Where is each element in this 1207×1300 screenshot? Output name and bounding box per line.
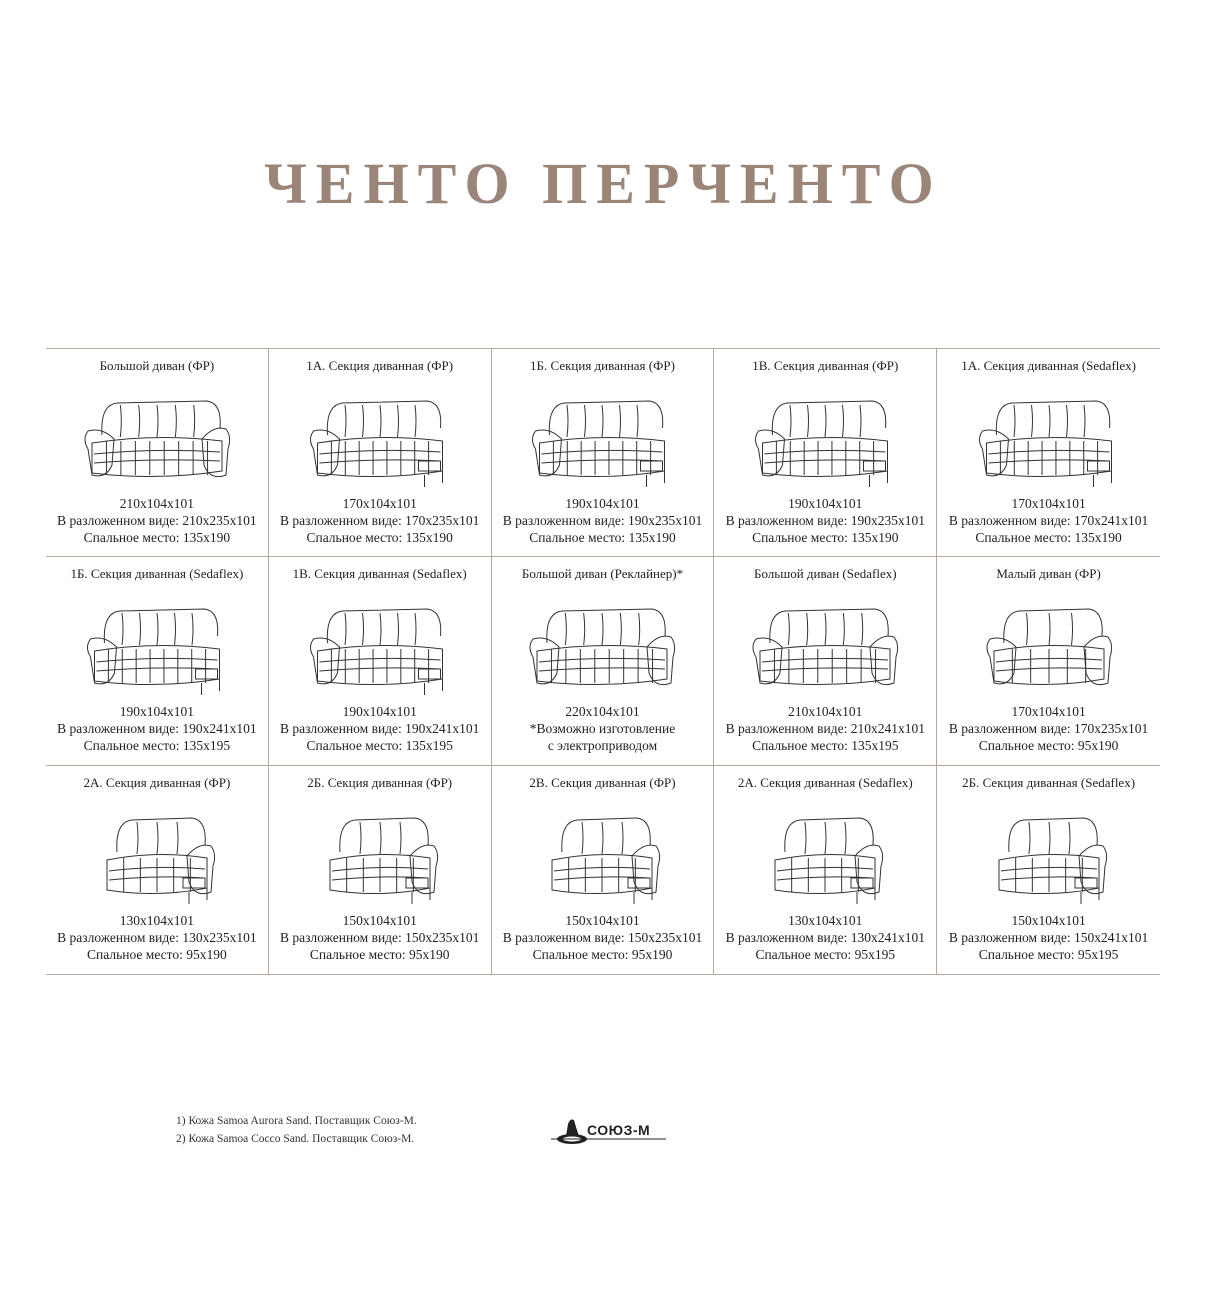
product-dimensions bbox=[46, 495, 268, 546]
dimension-size: 190x104x101 bbox=[565, 496, 640, 511]
product-card bbox=[937, 557, 1160, 765]
sofa-small-section-icon bbox=[745, 800, 905, 920]
product-title: 2В. Секция диванная (ФР) bbox=[529, 774, 676, 790]
product-card bbox=[937, 766, 1160, 974]
page-title: ЧЕНТО ПЕРЧЕНТО bbox=[264, 151, 943, 216]
dimension-unfolded: В разложенном виде: 210x241x101 bbox=[725, 721, 926, 737]
product-card bbox=[937, 349, 1160, 557]
product-card bbox=[269, 557, 492, 765]
sofa-small-section-icon bbox=[300, 800, 460, 920]
product-title: Большой диван (Sedaflex) bbox=[753, 566, 897, 582]
product-dimensions bbox=[269, 912, 491, 963]
product-dimensions bbox=[269, 495, 491, 546]
dimension-size: 150x104x101 bbox=[565, 912, 640, 928]
dimension-sleeping: Спальное место: 95x190 bbox=[532, 946, 673, 962]
product-title: Большой диван (ФР) bbox=[99, 358, 215, 373]
product-title: 2А. Секция диванная (Sedaflex) bbox=[737, 774, 913, 790]
dimension-size: 190x104x101 bbox=[119, 704, 195, 720]
product-title: 1В. Секция диванная (ФР) bbox=[752, 358, 899, 373]
product-dimensions bbox=[937, 912, 1160, 963]
sofa-3-seat-icon bbox=[745, 591, 905, 711]
product-title: Малый диван (ФР) bbox=[996, 566, 1101, 582]
dimension-sleeping: Спальное место: 135x190 bbox=[752, 530, 899, 545]
dimension-size: 170x104x101 bbox=[1011, 704, 1086, 720]
dimension-unfolded: В разложенном виде: 210x235x101 bbox=[57, 513, 257, 528]
product-dimensions bbox=[269, 703, 491, 754]
product-card bbox=[714, 766, 937, 974]
dimension-unfolded: В разложенном виде: 130x241x101 bbox=[725, 929, 926, 945]
dimension-sleeping: с электроприводом bbox=[547, 738, 658, 754]
dimension-sleeping: Спальное место: 135x195 bbox=[752, 738, 899, 754]
sofa-section-icon bbox=[77, 591, 237, 711]
product-title: 1Б. Секция диванная (ФР) bbox=[530, 358, 675, 373]
product-card bbox=[269, 766, 492, 974]
dimension-unfolded: В разложенном виде: 190x235x101 bbox=[725, 513, 926, 528]
dimension-sleeping: Спальное место: 95x190 bbox=[309, 946, 450, 962]
product-card bbox=[492, 557, 715, 765]
dimension-sleeping: Спальное место: 135x195 bbox=[83, 738, 231, 754]
dimension-size: 190x104x101 bbox=[788, 496, 863, 511]
product-title: 1Б. Секция диванная (Sedaflex) bbox=[70, 566, 244, 582]
dimension-sleeping: Спальное место: 95x195 bbox=[755, 946, 896, 962]
product-grid bbox=[46, 348, 1160, 975]
product-title: 2Б. Секция диванная (ФР) bbox=[307, 774, 453, 790]
product-dimensions bbox=[714, 703, 936, 754]
product-card bbox=[714, 349, 937, 557]
sofa-section-icon bbox=[300, 591, 460, 711]
dimension-sleeping: Спальное место: 95x195 bbox=[978, 946, 1119, 962]
product-title: 1А. Секция диванная (ФР) bbox=[306, 358, 454, 373]
sofa-3-seat-icon bbox=[77, 383, 237, 503]
dimension-size: 150x104x101 bbox=[1011, 912, 1086, 928]
product-dimensions bbox=[937, 495, 1160, 546]
dimension-sleeping: Спальное место: 135x190 bbox=[975, 530, 1122, 545]
sofa-small-section-icon bbox=[77, 800, 237, 920]
product-card bbox=[714, 557, 937, 765]
product-dimensions bbox=[46, 912, 268, 963]
sofa-section-icon bbox=[969, 383, 1129, 503]
product-card bbox=[492, 766, 715, 974]
dimension-unfolded: В разложенном виде: 190x241x101 bbox=[57, 721, 257, 737]
sofa-small-section-icon bbox=[969, 800, 1129, 920]
dimension-size: 210x104x101 bbox=[788, 704, 863, 720]
dimension-unfolded: В разложенном виде: 170x235x101 bbox=[279, 513, 480, 528]
product-card bbox=[269, 349, 492, 557]
product-title: 1В. Секция диванная (Sedaflex) bbox=[292, 566, 467, 582]
product-dimensions bbox=[492, 912, 714, 963]
product-card bbox=[46, 766, 269, 974]
sofa-section-icon bbox=[522, 383, 682, 503]
dimension-size: 130x104x101 bbox=[788, 912, 863, 928]
dimension-size: 210x104x101 bbox=[119, 496, 195, 511]
footnote-1: 1) Кожа Samoa Aurora Sand. Поставщик Союз-М. bbox=[176, 1115, 417, 1127]
dimension-sleeping: Спальное место: 95x190 bbox=[87, 946, 227, 962]
sofa-section-icon bbox=[300, 383, 460, 503]
product-card bbox=[46, 557, 269, 765]
dimension-unfolded: В разложенном виде: 150x241x101 bbox=[948, 929, 1149, 945]
dimension-unfolded: В разложенном виде: 130x235x101 bbox=[57, 929, 257, 945]
product-title: 2А. Секция диванная (ФР) bbox=[83, 774, 231, 790]
sofa-2-seat-icon bbox=[969, 591, 1129, 711]
dimension-sleeping: Спальное место: 95x190 bbox=[978, 738, 1119, 754]
dimension-size: 220x104x101 bbox=[565, 704, 640, 720]
product-dimensions bbox=[492, 703, 714, 754]
product-title: 1А. Секция диванная (Sedaflex) bbox=[961, 358, 1136, 373]
dimension-sleeping: Спальное место: 135x190 bbox=[529, 530, 676, 545]
dimension-sleeping: Спальное место: 135x195 bbox=[306, 738, 453, 754]
footnotes bbox=[176, 1112, 417, 1148]
product-dimensions bbox=[714, 495, 936, 546]
dimension-sleeping: Спальное место: 135x190 bbox=[306, 530, 453, 545]
dimension-unfolded: В разложенном виде: 190x241x101 bbox=[279, 721, 480, 737]
product-dimensions bbox=[46, 703, 268, 754]
dimension-size: 150x104x101 bbox=[342, 912, 417, 928]
sofa-section-icon bbox=[745, 383, 905, 503]
product-dimensions bbox=[937, 703, 1160, 754]
dimension-unfolded: В разложенном виде: 150x235x101 bbox=[279, 929, 480, 945]
dimension-size: 190x104x101 bbox=[342, 704, 417, 720]
dimension-unfolded: В разложенном виде: 150x235x101 bbox=[502, 929, 703, 945]
product-card bbox=[492, 349, 715, 557]
dimension-unfolded: В разложенном виде: 190x235x101 bbox=[502, 513, 703, 528]
dimension-size: 170x104x101 bbox=[1011, 496, 1086, 511]
product-card bbox=[46, 349, 269, 557]
dimension-unfolded: В разложенном виде: 170x235x101 bbox=[948, 721, 1149, 737]
dimension-unfolded: *Возможно изготовление bbox=[529, 721, 676, 737]
product-title: 2Б. Секция диванная (Sedaflex) bbox=[962, 774, 1136, 790]
product-dimensions bbox=[714, 912, 936, 963]
dimension-sleeping: Спальное место: 135x190 bbox=[83, 530, 231, 545]
product-dimensions bbox=[492, 495, 714, 546]
dimension-size: 130x104x101 bbox=[119, 912, 195, 928]
footnote-2: 2) Кожа Samoa Cocco Sand. Поставщик Союз-М. bbox=[176, 1133, 415, 1145]
logo-text: СОЮЗ-М bbox=[587, 1122, 651, 1138]
sofa-small-section-icon bbox=[522, 800, 682, 920]
dimension-unfolded: В разложенном виде: 170x241x101 bbox=[948, 513, 1149, 528]
product-title: Большой диван (Реклайнер)* bbox=[521, 566, 684, 582]
dimension-size: 170x104x101 bbox=[342, 496, 417, 511]
sofa-3-seat-icon bbox=[522, 591, 682, 711]
